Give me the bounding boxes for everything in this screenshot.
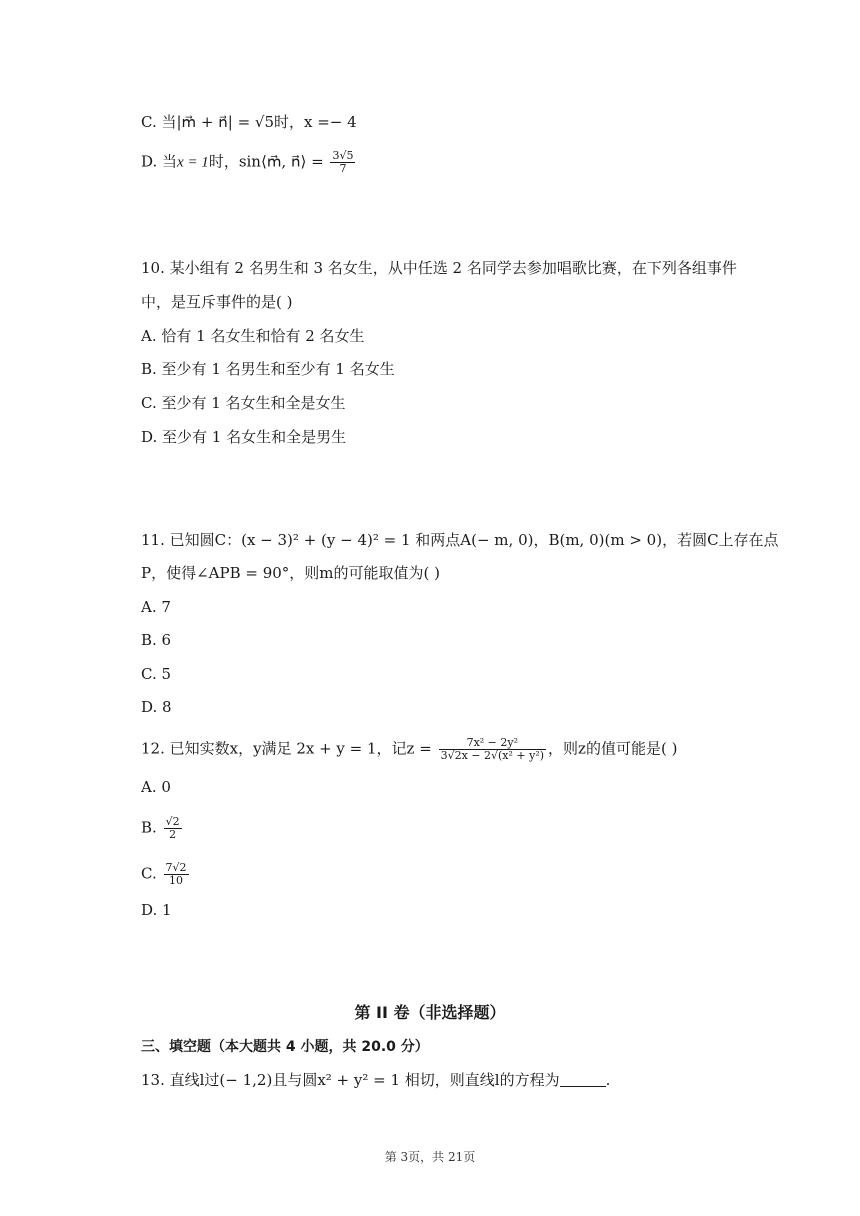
q12-option-c-fraction bbox=[164, 862, 189, 887]
q12-option-c bbox=[141, 862, 191, 887]
q12-option-a: A. 0 bbox=[141, 778, 171, 796]
q11-option-a: A. 7 bbox=[141, 598, 171, 616]
q9-option-d-numerator: 3√5 bbox=[332, 149, 354, 162]
q12-denominator: 3√2x − 2√(x² + y²) bbox=[440, 749, 545, 762]
q12-option-b bbox=[141, 816, 184, 841]
q9-option-c: C. 当|m⃗ + n⃗| = √5时，x =− 4 bbox=[141, 113, 357, 131]
q9-option-d-prefix: D. 当 bbox=[141, 152, 178, 171]
q10-option-b: B. 至少有 1 名男生和至少有 1 名女生 bbox=[141, 360, 395, 378]
q11-option-d: D. 8 bbox=[141, 698, 172, 716]
q9-option-d-denominator: 7 bbox=[339, 162, 347, 175]
q12-fraction bbox=[439, 737, 546, 762]
q12-stem-suffix: ，则z的值可能是( ) bbox=[548, 739, 678, 758]
q12-option-c-label: C. bbox=[141, 864, 157, 883]
q12-stem-prefix: 12. 已知实数x，y满足 2x + y = 1，记z = bbox=[141, 739, 432, 758]
q9-option-d-condition: x = 1 bbox=[177, 154, 209, 171]
q12-option-b-label: B. bbox=[141, 818, 157, 837]
q12-numerator: 7x² − 2y² bbox=[439, 737, 546, 750]
q12-option-b-numerator: √2 bbox=[165, 815, 180, 828]
q11-option-b: B. 6 bbox=[141, 631, 172, 649]
q12-option-d: D. 1 bbox=[141, 901, 172, 919]
q10-stem-line-1: 10. 某小组有 2 名男生和 3 名女生，从中任选 2 名同学去参加唱歌比赛，在下列各组事件 bbox=[141, 259, 737, 277]
q12-option-c-denominator: 10 bbox=[169, 874, 183, 887]
q10-option-d: D. 至少有 1 名女生和全是男生 bbox=[141, 428, 347, 446]
section-3-heading: 三、填空题（本大题共 4 小题，共 20.0 分） bbox=[141, 1039, 429, 1055]
q12-option-c-numerator: 7√2 bbox=[165, 861, 187, 874]
q13-end: . bbox=[605, 1071, 611, 1089]
page-footer: 第 3页，共 21页 bbox=[384, 1150, 476, 1164]
q9-option-d-rest: 时，sin⟨m⃗, n⃗⟩ = bbox=[208, 152, 324, 171]
q13-stem-text: 13. 直线l过(− 1,2)且与圆x² + y² = 1 相切，则直线l的方程为 bbox=[141, 1071, 560, 1089]
q11-stem-line-1: 11. 已知圆C：(x − 3)² + (y − 4)² = 1 和两点A(− m, 0)，B(m, 0)(m > 0)，若圆C上存在点 bbox=[141, 531, 779, 549]
q11-stem-line-2: P，使得∠APB = 90°，则m的可能取值为( ) bbox=[141, 564, 440, 582]
q10-stem-line-2: 中，是互斥事件的是( ) bbox=[141, 293, 293, 311]
q12-option-b-denominator: 2 bbox=[169, 828, 177, 841]
q12-option-b-fraction bbox=[164, 816, 182, 841]
q10-option-c: C. 至少有 1 名女生和全是女生 bbox=[141, 394, 346, 412]
part2-title: 第 II 卷（非选择题） bbox=[354, 1003, 506, 1022]
q12-stem bbox=[141, 737, 677, 762]
q9-option-d-fraction bbox=[330, 150, 355, 175]
q10-option-a: A. 恰有 1 名女生和恰有 2 名女生 bbox=[141, 327, 365, 345]
q13-answer-blank bbox=[560, 1072, 606, 1087]
q11-option-c: C. 5 bbox=[141, 665, 172, 683]
q9-option-d bbox=[141, 150, 357, 175]
q13-stem bbox=[141, 1070, 610, 1090]
